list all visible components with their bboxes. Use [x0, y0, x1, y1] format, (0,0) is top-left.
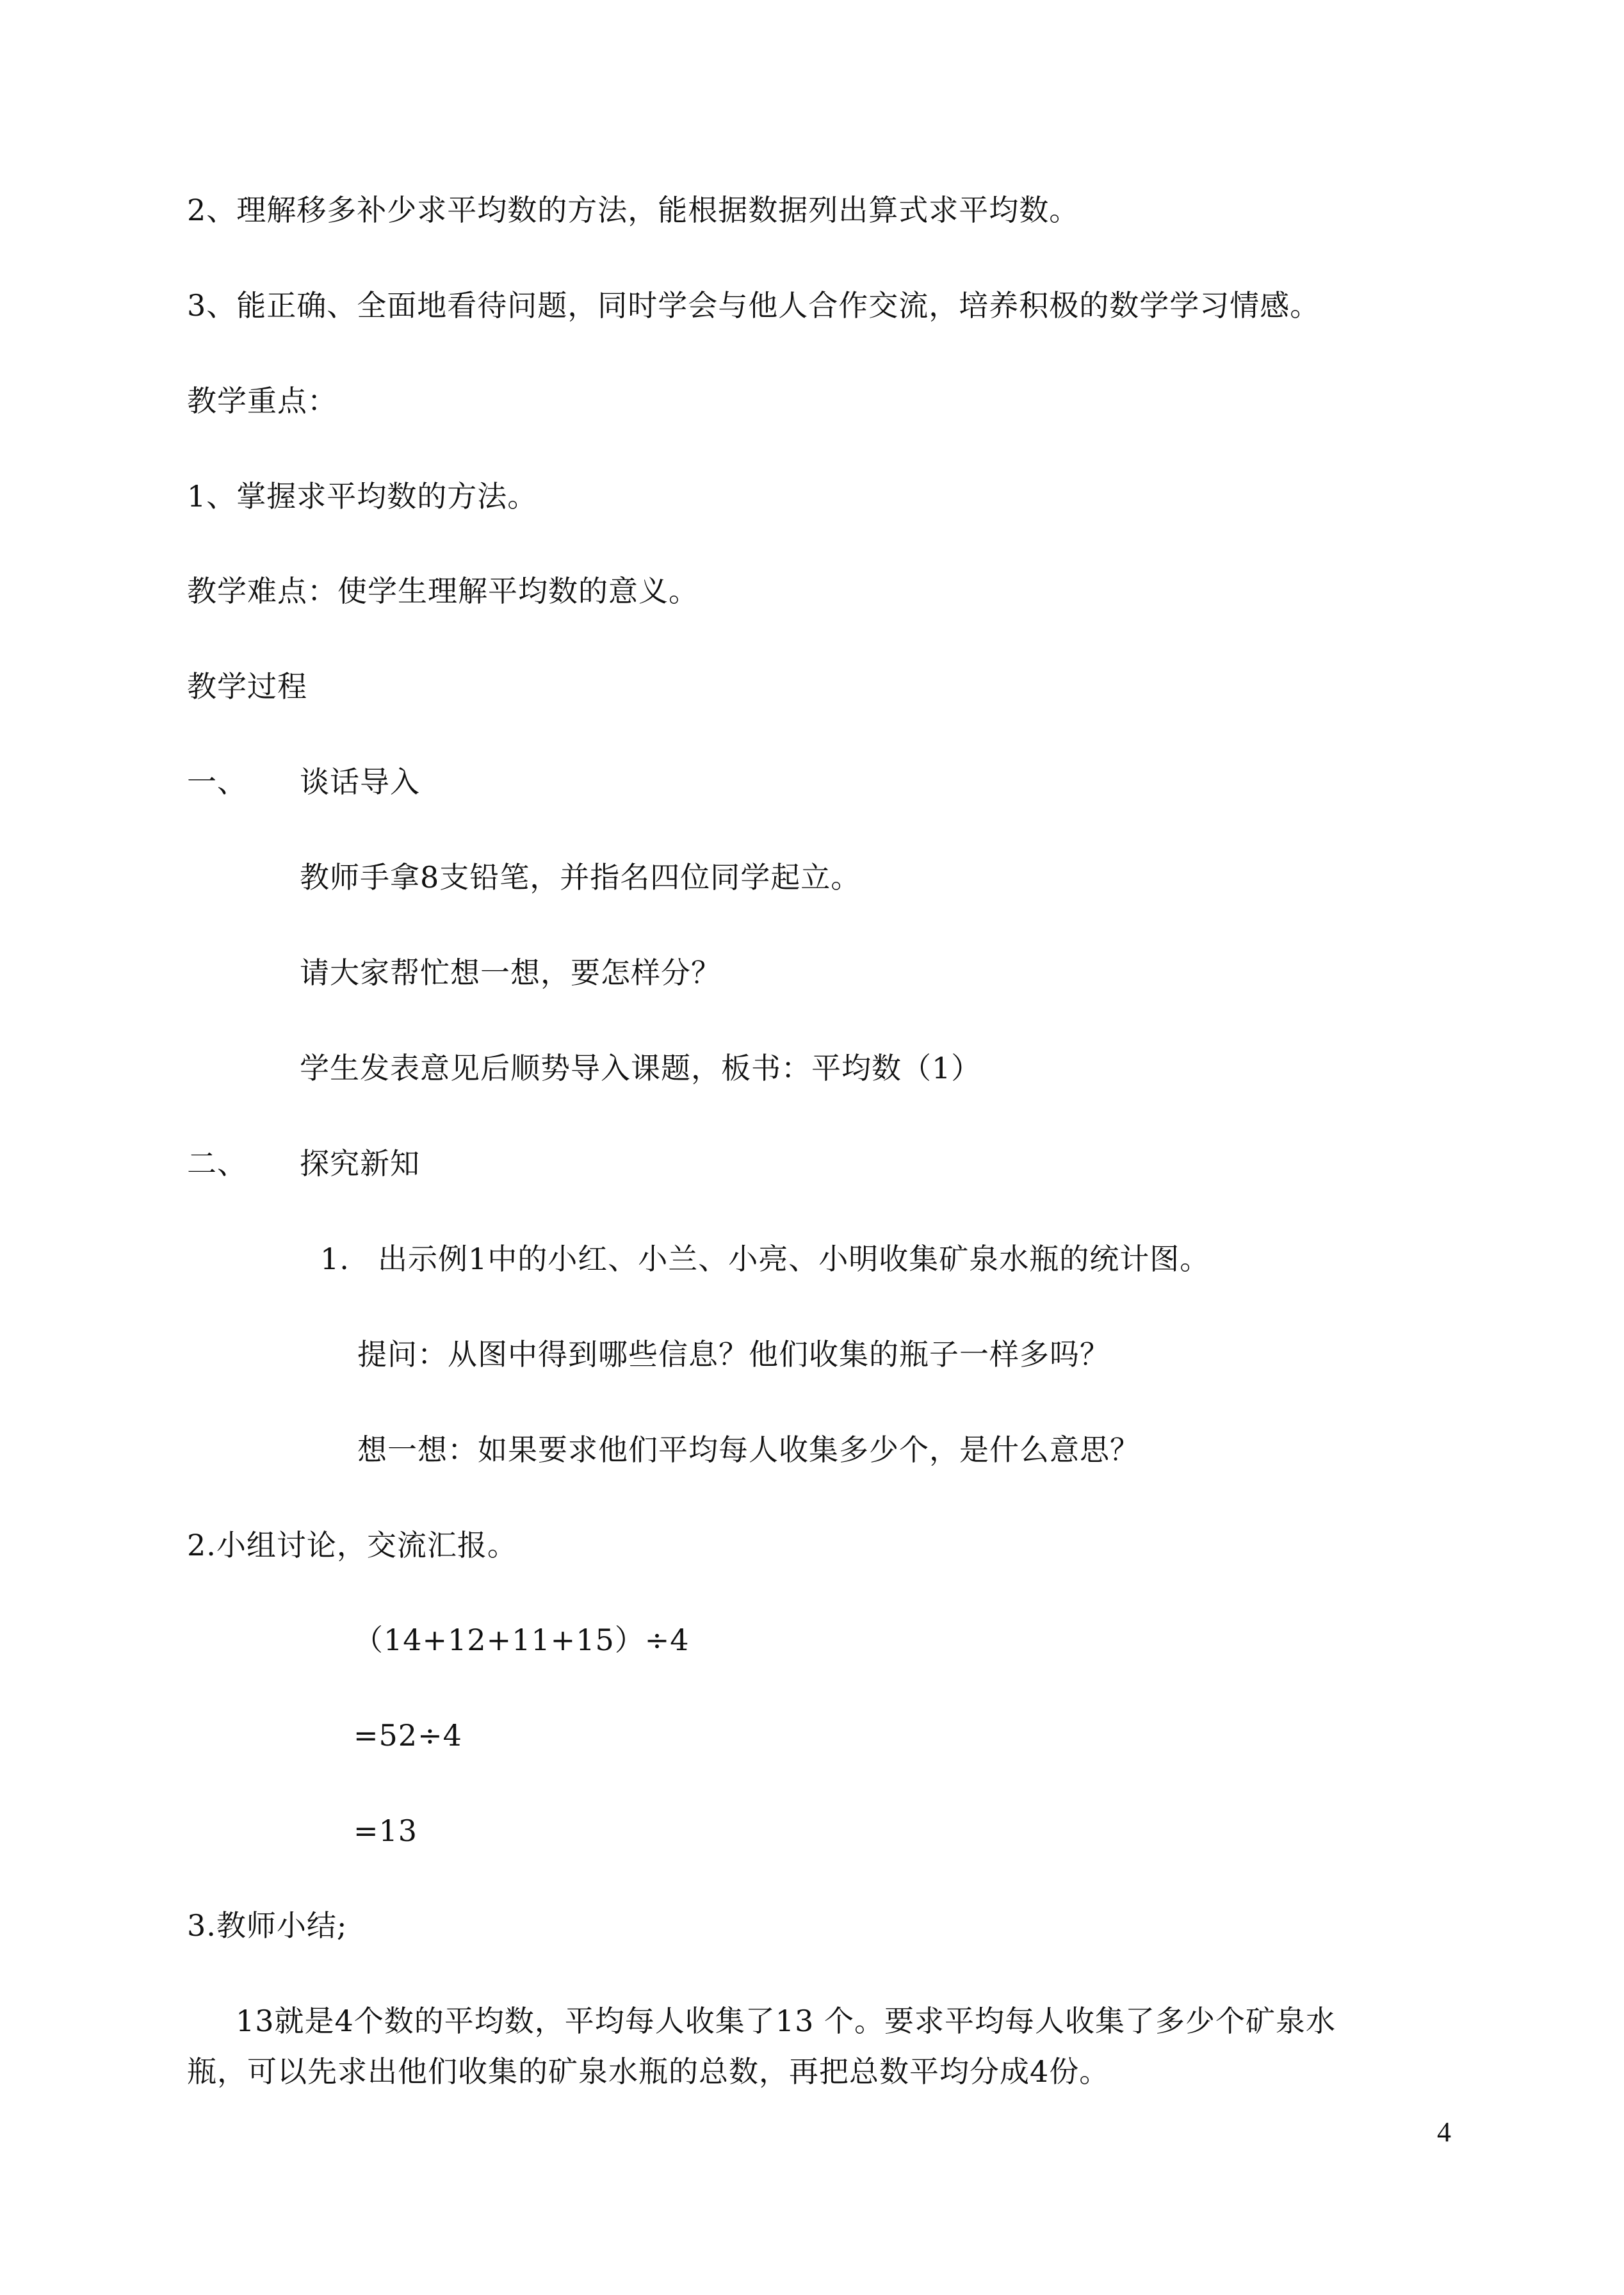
section-1-title: 谈话导入: [300, 765, 420, 799]
section-2-question: 提问：从图中得到哪些信息？他们收集的瓶子一样多吗？: [357, 1337, 1110, 1372]
section-1-number: 一、: [187, 765, 247, 799]
difficulty: 教学难点：使学生理解平均数的意义。: [187, 574, 699, 608]
objective-3: 3、能正确、全面地看待问题，同时学会与他人合作交流，培养积极的数学学习情感。: [187, 288, 1320, 323]
key-points-heading: 教学重点：: [187, 384, 337, 418]
page-number: 4: [1437, 2116, 1451, 2148]
calculation-line-1: （14+12+11+15）÷4: [353, 1623, 690, 1657]
section-1-line-3: 学生发表意见后顺势导入课题，板书：平均数（1）: [300, 1051, 982, 1085]
objective-2: 2、理解移多补少求平均数的方法，能根据数据列出算式求平均数。: [187, 193, 1080, 227]
summary-line-2: 瓶，可以先求出他们收集的矿泉水瓶的总数，再把总数平均分成4份。: [187, 2054, 1110, 2089]
section-1-line-1: 教师手拿8支铅笔，并指名四位同学起立。: [300, 860, 861, 895]
process-heading: 教学过程: [187, 669, 307, 704]
section-2-item-3: 3.教师小结;: [187, 1908, 348, 1943]
calculation-line-2: =52÷4: [353, 1718, 462, 1753]
section-2-number: 二、: [187, 1146, 247, 1181]
calculation-line-3: =13: [353, 1813, 418, 1848]
summary-line-1: 13就是4个数的平均数，平均每人收集了13 个。要求平均每人收集了多少个矿泉水: [236, 2004, 1336, 2038]
section-2-think: 想一想：如果要求他们平均每人收集多少个，是什么意思？: [357, 1432, 1140, 1467]
section-2-item-1-number: 1.: [320, 1242, 350, 1276]
section-2-item-1-text: 出示例1中的小红、小兰、小亮、小明收集矿泉水瓶的统计图。: [378, 1242, 1210, 1276]
section-2-title: 探究新知: [300, 1146, 420, 1181]
key-point-1: 1、掌握求平均数的方法。: [187, 479, 538, 514]
section-1-line-2: 请大家帮忙想一想，要怎样分？: [300, 955, 721, 990]
section-2-item-2: 2.小组讨论，交流汇报。: [187, 1528, 517, 1562]
